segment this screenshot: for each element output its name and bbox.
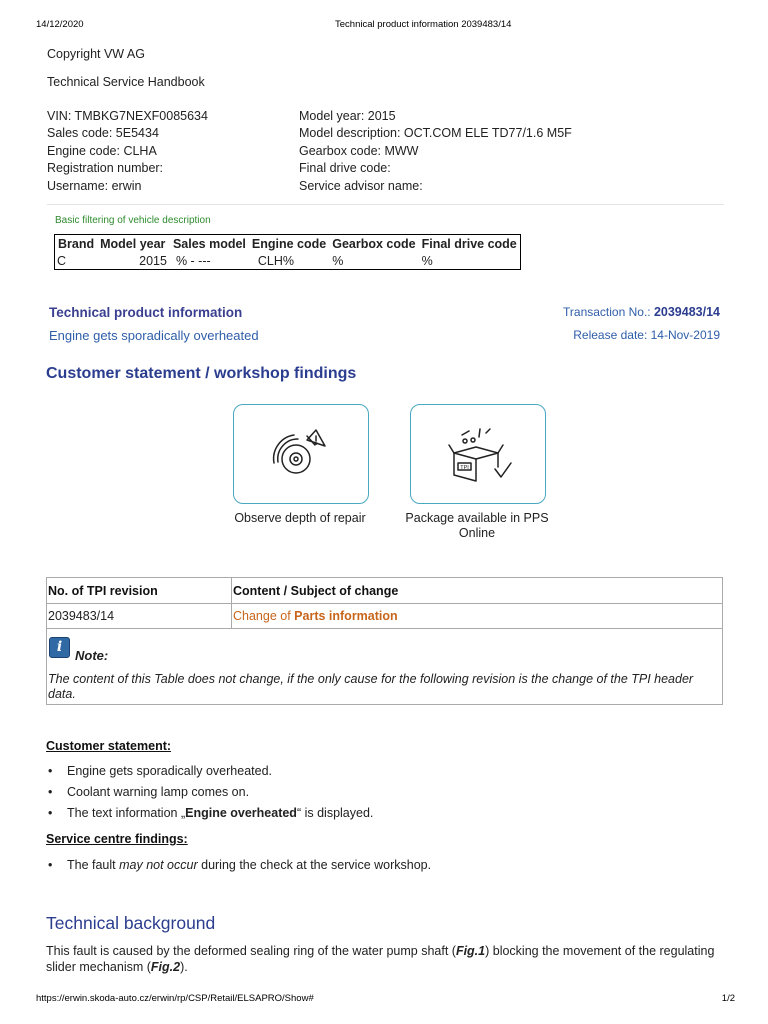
- vehicle-filter-table: [54, 234, 521, 270]
- svg-text:TPI: TPI: [460, 465, 469, 471]
- handbook-title: Technical Service Handbook: [47, 75, 205, 89]
- fig1-reference: Fig.1: [455, 944, 486, 958]
- model-year: Model year: 2015: [299, 109, 396, 123]
- findings-em: may not occur: [119, 858, 198, 872]
- card-observe-depth: [233, 404, 369, 504]
- engine-code: Engine code: CLHA: [47, 143, 157, 158]
- list-item: [48, 785, 250, 799]
- release-date: Release date: 14-Nov-2019: [573, 328, 720, 342]
- filter-value-model-year: 2015: [139, 254, 167, 268]
- filter-header-sales-model: Sales model: [172, 237, 246, 251]
- list-item-text: Engine gets sporadically overheated.: [67, 764, 272, 778]
- technical-background-heading: Technical background: [46, 913, 216, 933]
- tpi-title: Technical product information: [49, 305, 243, 320]
- transaction-label: Transaction No.:: [563, 305, 651, 319]
- transaction-number: [563, 305, 720, 319]
- card-pps-package: [410, 404, 546, 504]
- vin: VIN: TMBKG7NEXF0085634: [47, 109, 208, 123]
- filter-header-row: [55, 235, 521, 254]
- print-title: Technical product information 2039483/14: [335, 19, 512, 30]
- tpi-package-icon: [411, 405, 545, 503]
- bullet-dot: •: [48, 858, 53, 872]
- filter-header-model-year: Model year: [100, 237, 166, 251]
- revision-header-row: [47, 578, 723, 604]
- service-findings-heading: Service centre findings:: [46, 832, 188, 846]
- note-title: Note:: [75, 648, 109, 663]
- bullet-dot: •: [48, 764, 53, 778]
- info-icon: i: [49, 637, 70, 658]
- brake-warning-icon: [234, 405, 368, 503]
- list-item-bold: Engine overheated: [185, 806, 297, 820]
- print-date: 14/12/2020: [36, 19, 84, 30]
- list-item-text: Coolant warning lamp comes on.: [67, 785, 250, 799]
- list-item: [48, 764, 272, 778]
- tpi-subtitle: Engine gets sporadically overheated: [49, 328, 259, 343]
- bullet-dot: •: [48, 785, 53, 799]
- sales-code: Sales code: 5E5434: [47, 126, 159, 141]
- filter-header-engine-code: Engine code: [251, 237, 327, 251]
- gearbox-code: Gearbox code: MWW: [299, 143, 419, 158]
- vehicle-data-right: [299, 108, 572, 195]
- bullet-dot: •: [48, 806, 53, 820]
- bg-text-2: ) blocking the movement of the regulating slider mechanism (: [46, 944, 715, 974]
- customer-statement-heading: Customer statement:: [46, 739, 172, 753]
- list-item: [48, 806, 374, 820]
- note-text: The content of this Table does not change, if the only cause for the following revision is the change of the TPI header data.: [48, 672, 694, 701]
- list-item-pre: The text information „: [67, 806, 186, 820]
- print-url: https://erwin.skoda-auto.cz/erwin/rp/CSP/Retail/ELSAPRO/Show#: [36, 993, 314, 1004]
- revision-change-link[interactable]: Parts information: [294, 609, 398, 623]
- print-page-number: 1/2: [721, 993, 735, 1004]
- filter-value-gearbox-code: %: [332, 254, 344, 268]
- vehicle-data-left: [47, 108, 208, 195]
- filter-value-engine-code: CLH%: [257, 254, 295, 268]
- filter-value-brand: C: [57, 254, 67, 268]
- revision-number: 2039483/14: [47, 604, 232, 629]
- service-advisor-name: Service advisor name:: [299, 178, 423, 193]
- technical-background-text: [46, 943, 726, 975]
- revision-change-prefix: Change of: [233, 609, 291, 623]
- tpi-revision-table: [46, 577, 723, 629]
- list-item: [48, 858, 432, 872]
- divider: [47, 204, 724, 205]
- username: Username: erwin: [47, 178, 142, 193]
- findings-post: during the check at the service workshop.: [197, 858, 432, 872]
- final-drive-code: Final drive code:: [299, 161, 391, 176]
- transaction-value: 2039483/14: [653, 305, 720, 319]
- fig2-reference: Fig.2: [150, 960, 181, 974]
- revision-header-content: Content / Subject of change: [232, 578, 723, 604]
- findings-pre: The fault: [67, 858, 120, 872]
- bg-text-3: ).: [180, 960, 188, 974]
- filter-value-row: [55, 253, 521, 270]
- revision-change: [232, 604, 723, 629]
- registration-number: Registration number:: [47, 161, 164, 176]
- filter-header-gearbox-code: Gearbox code: [332, 237, 416, 251]
- filter-value-sales-model: % - ---: [175, 254, 211, 268]
- bg-text-1: This fault is caused by the deformed sealing ring of the water pump shaft (: [46, 944, 456, 958]
- list-item-post: “ is displayed.: [296, 806, 374, 820]
- filter-label: Basic filtering of vehicle description: [55, 215, 211, 226]
- revision-row: [47, 604, 723, 629]
- model-description: Model description: OCT.COM ELE TD77/1.6 M5F: [299, 126, 572, 141]
- filter-header-brand: Brand: [58, 237, 95, 251]
- copyright: Copyright VW AG: [47, 47, 145, 61]
- card-pps-package-caption: Package available in PPS Online: [405, 511, 549, 540]
- note-box: [46, 628, 723, 705]
- revision-header-number: No. of TPI revision: [47, 578, 232, 604]
- filter-value-final-drive-code: %: [421, 254, 433, 268]
- filter-header-final-drive-code: Final drive code: [421, 237, 517, 251]
- section-customer-workshop: Customer statement / workshop findings: [46, 365, 357, 382]
- card-observe-depth-caption: Observe depth of repair: [234, 511, 366, 525]
